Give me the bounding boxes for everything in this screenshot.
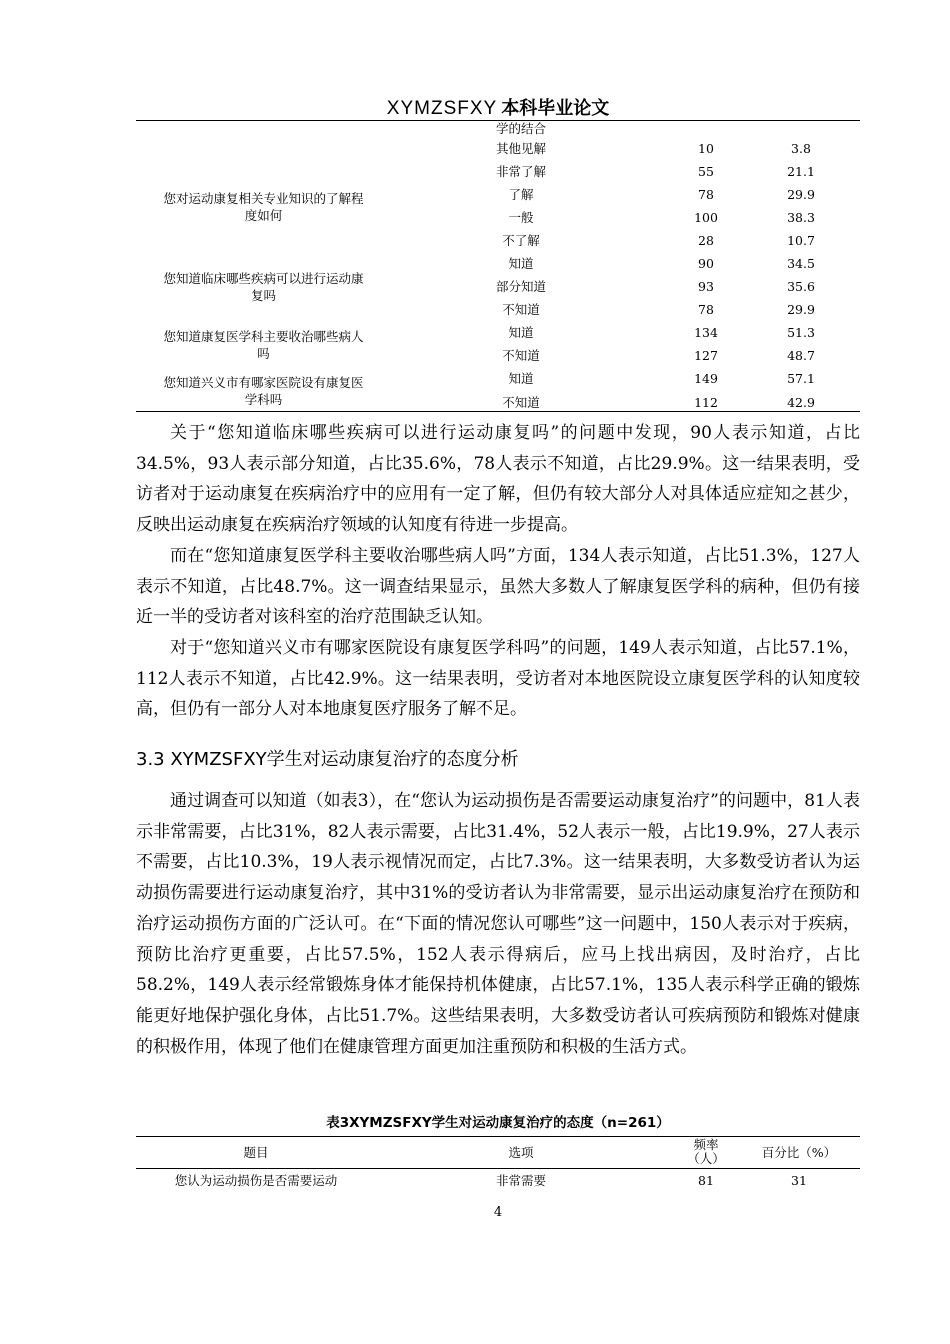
table-cell-percent: 31 [791, 1173, 807, 1188]
table-cell-option: 知道 [508, 256, 534, 271]
table-question: 您知道兴义市有哪家医院设有康复医 学科吗 [163, 375, 364, 407]
table-cell-percent: 29.9 [787, 302, 815, 317]
table-cell-option: 知道 [508, 325, 534, 340]
table-cell-option: 了解 [508, 187, 534, 202]
table-cell-frequency: 112 [694, 395, 718, 410]
table-cell-percent: 3.8 [791, 141, 811, 156]
table-cell-percent: 10.7 [787, 233, 815, 248]
table-cell-option: 知道 [508, 371, 534, 386]
paragraph: 对于“您知道兴义市有哪家医院设有康复医学科吗”的问题，149人表示知道，占比57.1%，112人表示不知道，占比42.9%。这一结果表明，受访者对本地医院设立康复医学科的认知度较高，但仍有一部分人对本地康复医疗服务了解不足。 [136, 637, 860, 720]
table-cell-option: 不知道 [502, 302, 540, 317]
table-cell-frequency: 55 [698, 164, 714, 179]
table-cell-percent: 35.6 [787, 279, 815, 294]
table-bottom-rule [136, 411, 860, 412]
table-header-option: 选项 [508, 1145, 534, 1160]
table-cell-percent: 38.3 [787, 210, 815, 225]
table-cell-option: 部分知道 [495, 279, 546, 294]
table-cell-percent: 57.1 [787, 371, 815, 386]
page-number: 4 [493, 1205, 503, 1220]
attitude-table [136, 1137, 860, 1197]
paragraph: 关于“您知道临床哪些疾病可以进行运动康复吗”的问题中发现，90人表示知道，占比34.5%，93人表示部分知道，占比35.6%，78人表示不知道，占比29.9%。这一结果表明，受访者对于运动康复在疾病治疗中的应用有一定了解，但仍有较大部分人对具体适应症知之甚少，反映出运动康复在疾病治疗领域的认知度有待进一步提高。 [136, 423, 860, 536]
table-cell-frequency: 81 [698, 1173, 714, 1188]
table-cell-percent: 42.9 [787, 395, 815, 410]
table-cell-frequency: 78 [698, 302, 714, 317]
table-cell-option: 非常需要 [495, 1173, 546, 1188]
table-cell-option: 不知道 [502, 348, 540, 363]
table-cell-option: 其他见解 [495, 141, 546, 156]
table-cell-option: 不知道 [502, 395, 540, 410]
table-cell-frequency: 127 [694, 348, 718, 363]
header-title: 本科毕业论文 [501, 98, 610, 119]
table-cell-option: 一般 [508, 210, 534, 225]
table-cell-frequency: 149 [694, 371, 718, 386]
table-question: 您知道康复医学科主要收治哪些病人 吗 [163, 329, 364, 361]
table-cell-percent: 29.9 [787, 187, 815, 202]
table-question: 您认为运动损伤是否需要运动 [174, 1173, 338, 1188]
section-heading: 3.3 XYMZSFXY学生对运动康复治疗的态度分析 [136, 749, 519, 770]
table-cell-option: 学的结合 [495, 121, 546, 136]
table-header-question: 题目 [243, 1145, 269, 1160]
table-cell-frequency: 28 [698, 233, 714, 248]
paragraph: 而在“您知道康复医学科主要收治哪些病人吗”方面，134人表示知道，占比51.3%，127人表示不知道，占比48.7%。这一调查结果显示，虽然大多数人了解康复医学科的病种，但仍有接近一半的受访者对该科室的治疗范围缺乏认知。 [136, 545, 860, 628]
table-header-rule [136, 1168, 860, 1169]
running-header [136, 94, 860, 121]
header-latin: XYMZSFXY [386, 98, 498, 119]
table-header-percent: 百分比（%） [761, 1145, 837, 1160]
table-cell-option: 不了解 [502, 233, 540, 248]
table-cell-frequency: 134 [694, 325, 718, 340]
paragraph: 通过调查可以知道（如表3），在“您认为运动损伤是否需要运动康复治疗”的问题中，81人表示非常需要，占比31%，82人表示需要，占比31.4%，52人表示一般，占比19.9%，27人表示不需要，占比10.3%，19人表示视情况而定，占比7.3%。这一结果表明，大多数受访者认为运动损伤需要进行运动康复治疗，其中31%的受访者认为非常需要，显示出运动康复治疗在预防和治疗运动损伤方面的广泛认可。在“下面的情况您认可哪些”这一问题中，150人表示对于疾病，预防比治疗更重要，占比57.5%，152人表示得病后，应马上找出病因，及时治疗，占比58.2%，149人表示经常锻炼身体才能保持机体健康，占比57.1%，135人表示科学正确的锻炼能更好地保护强化身体，占比51.7%。这些结果表明，大多数受访者认可疾病预防和锻炼对健康的积极作用，体现了他们在健康管理方面更加注重预防和积极的生活方式。 [136, 791, 860, 1057]
table-question: 您对运动康复相关专业知识的了解程 度如何 [163, 191, 364, 223]
table-cell-frequency: 10 [698, 141, 714, 156]
table-cell-percent: 51.3 [787, 325, 815, 340]
table-cell-percent: 48.7 [787, 348, 815, 363]
table-header-frequency: 频率 （人） [687, 1137, 725, 1166]
table-cell-percent: 21.1 [787, 164, 815, 179]
survey-table-continued [136, 120, 860, 412]
table-caption: 表3XYMZSFXY学生对运动康复治疗的态度（n=261） [326, 1115, 670, 1131]
table-cell-frequency: 93 [698, 279, 714, 294]
table-cell-option: 非常了解 [495, 164, 546, 179]
body-paragraphs-lower [136, 786, 860, 1062]
body-paragraphs-upper [136, 418, 860, 725]
table-question: 您知道临床哪些疾病可以进行运动康 复吗 [163, 271, 364, 303]
table-cell-percent: 34.5 [787, 256, 815, 271]
table-cell-frequency: 100 [694, 210, 718, 225]
table-cell-frequency: 78 [698, 187, 714, 202]
table-cell-frequency: 90 [698, 256, 714, 271]
